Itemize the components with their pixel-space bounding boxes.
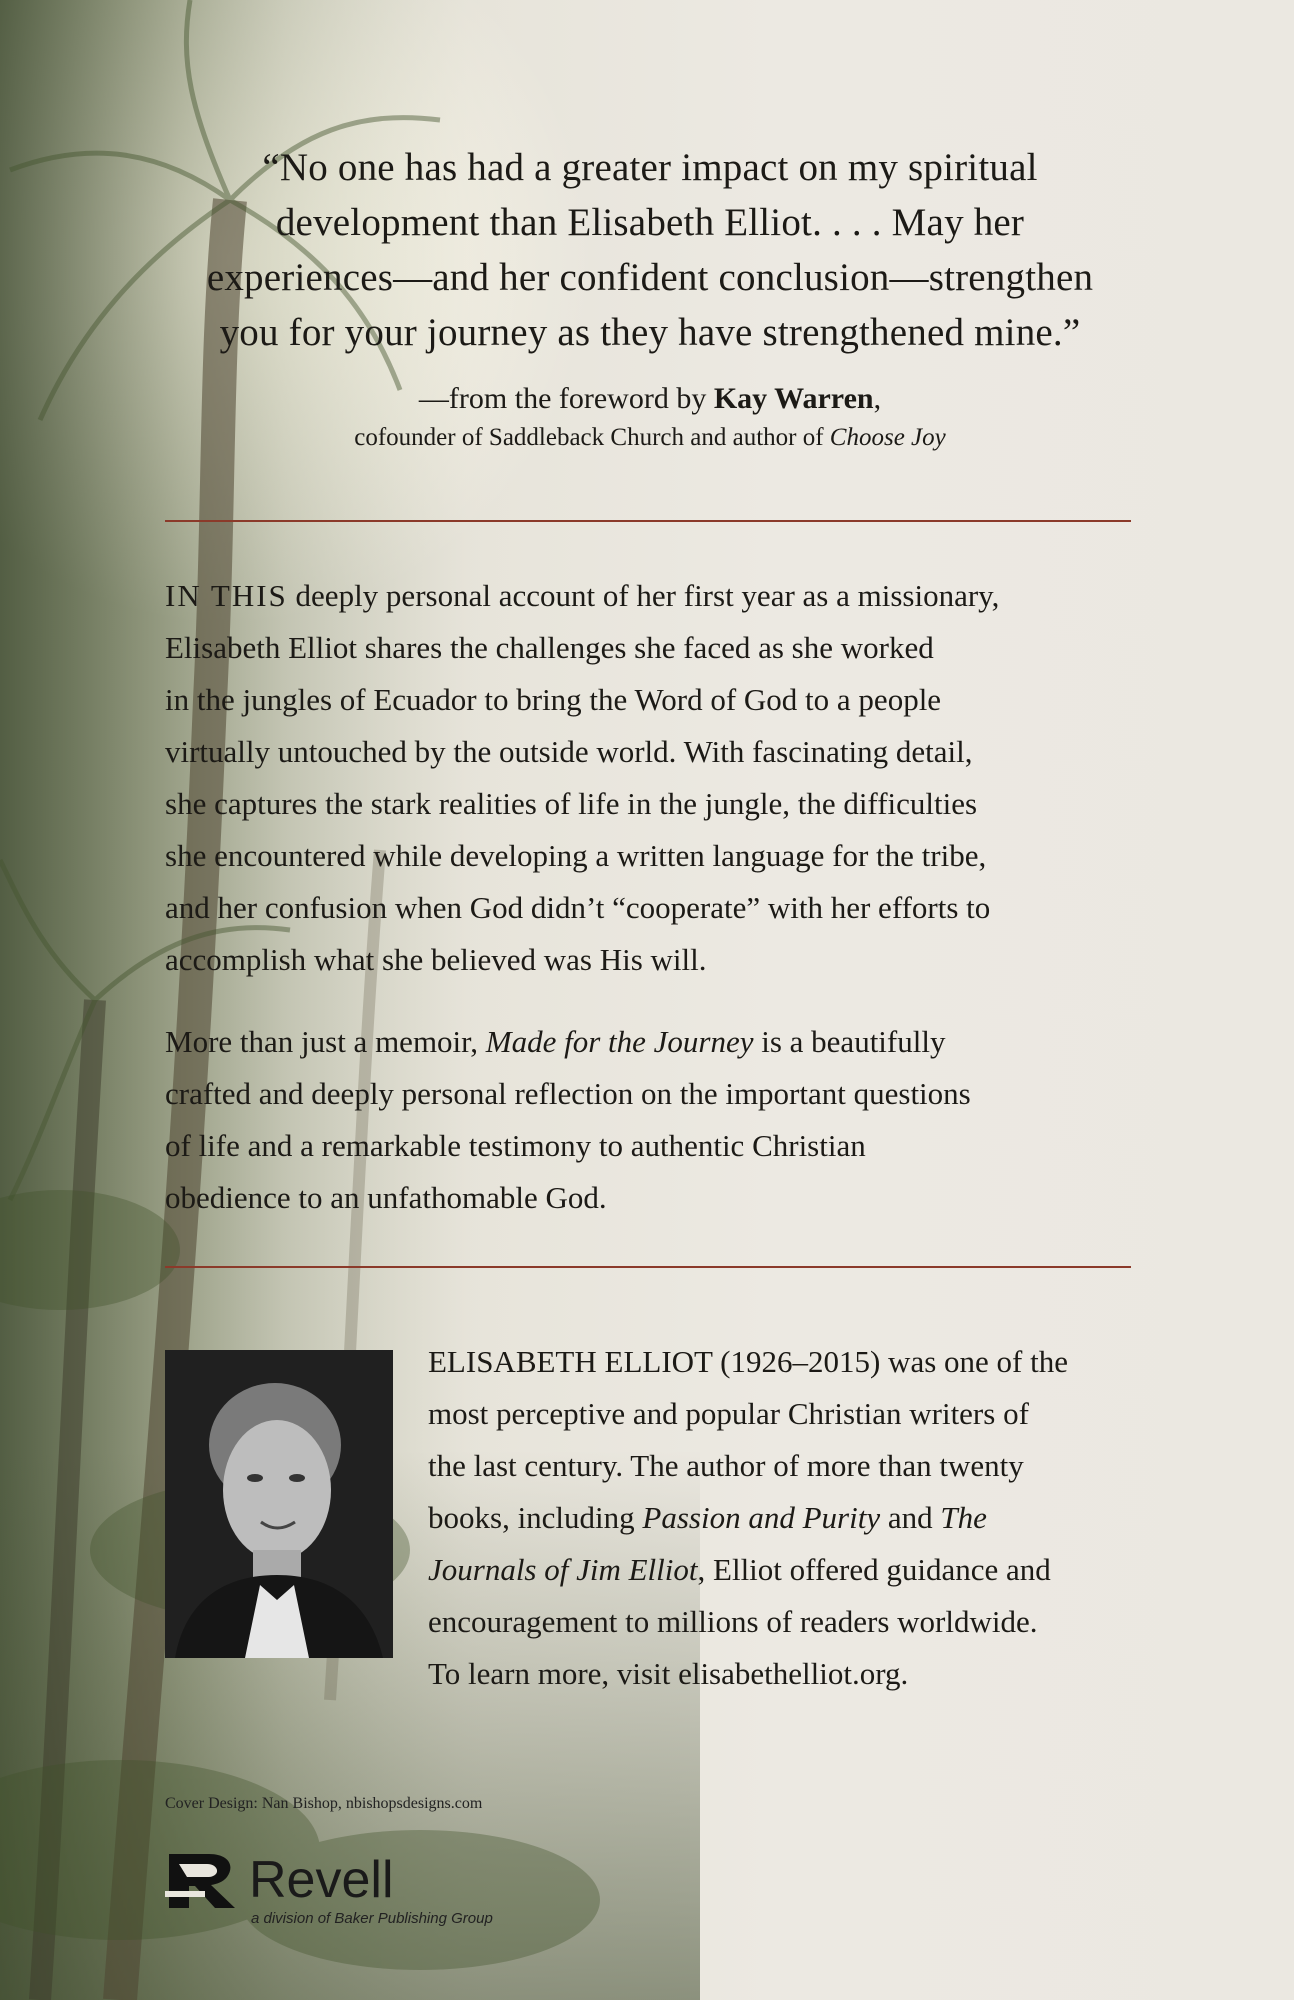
bio-line: To learn more, visit elisabethelliot.org. — [428, 1656, 909, 1691]
revell-r-icon — [165, 1850, 241, 1912]
attribution-suffix: , — [873, 382, 882, 415]
quote-attribution — [160, 378, 1140, 420]
attribution-prefix: —from the foreword by — [418, 382, 707, 415]
description-line: crafted and deeply personal reflection on the important questions — [165, 1076, 971, 1111]
bio-text: , Elliot offered guidance and — [697, 1552, 1051, 1587]
description-line: obedience to an unfathomable God. — [165, 1180, 607, 1215]
description-line: accomplish what she believed was His will. — [165, 942, 707, 977]
bio-line: the last century. The author of more than twenty — [428, 1448, 1024, 1483]
attribution-affiliation — [160, 420, 1140, 456]
bio-line: books, including — [428, 1500, 635, 1535]
quote-text — [160, 140, 1140, 360]
affiliation-book-title: Choose Joy — [829, 424, 946, 451]
description-line: deeply personal account of her first year as a missionary, — [295, 578, 1000, 613]
author-bio — [428, 1336, 1148, 1700]
description-line: virtually untouched by the outside world. With fascinating detail, — [165, 734, 973, 769]
attribution-name: Kay Warren — [713, 382, 874, 415]
divider-rule — [165, 520, 1131, 522]
quote-line: you for your journey as they have strengthened mine.” — [219, 311, 1081, 354]
publisher-logo — [165, 1850, 525, 1930]
book-title: Made for the Journey — [485, 1024, 754, 1059]
bio-book-title: Passion and Purity — [642, 1500, 881, 1535]
description-line: she encountered while developing a written language for the tribe, — [165, 838, 987, 873]
publisher-tagline: a division of Baker Publishing Group — [251, 1910, 493, 1927]
endorsement-quote — [160, 140, 1140, 456]
description-text: More than just a memoir, — [165, 1024, 478, 1059]
quote-line: development than Elisabeth Elliot. . . . May her — [275, 201, 1025, 244]
author-photo — [165, 1350, 393, 1658]
author-portrait-image — [165, 1350, 393, 1658]
bio-line: ELISABETH ELLIOT (1926–2015) was one of the — [428, 1344, 1068, 1379]
description-line: she captures the stark realities of life in the jungle, the difficulties — [165, 786, 978, 821]
book-description — [165, 570, 1135, 1224]
bio-book-title: The — [940, 1500, 987, 1535]
description-text: is a beautifully — [761, 1024, 946, 1059]
publisher-name: Revell — [249, 1851, 394, 1909]
bio-line: encouragement to millions of readers worldwide. — [428, 1604, 1038, 1639]
description-paragraph — [165, 1016, 1135, 1224]
bio-paragraph — [428, 1336, 1148, 1700]
bio-book-title: Journals of Jim Elliot — [428, 1552, 698, 1587]
affiliation-text: cofounder of Saddleback Church and author of — [354, 424, 824, 451]
description-lead: IN THIS — [165, 578, 288, 613]
description-line: in the jungles of Ecuador to bring the Word of God to a people — [165, 682, 942, 717]
cover-design-credit: Cover Design: Nan Bishop, nbishopsdesigns.com — [165, 1795, 483, 1812]
description-paragraph — [165, 570, 1135, 986]
quote-line: “No one has had a greater impact on my spiritual — [262, 146, 1038, 189]
description-line: and her confusion when God didn’t “cooperate” with her efforts to — [165, 890, 991, 925]
description-line: of life and a remarkable testimony to authentic Christian — [165, 1128, 866, 1163]
bio-text: and — [887, 1500, 933, 1535]
divider-rule — [165, 1266, 1131, 1268]
quote-line: experiences—and her confident conclusion—strengthen — [206, 256, 1094, 299]
description-line: Elisabeth Elliot shares the challenges she faced as she worked — [165, 630, 934, 665]
bio-line: most perceptive and popular Christian writers of — [428, 1396, 1029, 1431]
